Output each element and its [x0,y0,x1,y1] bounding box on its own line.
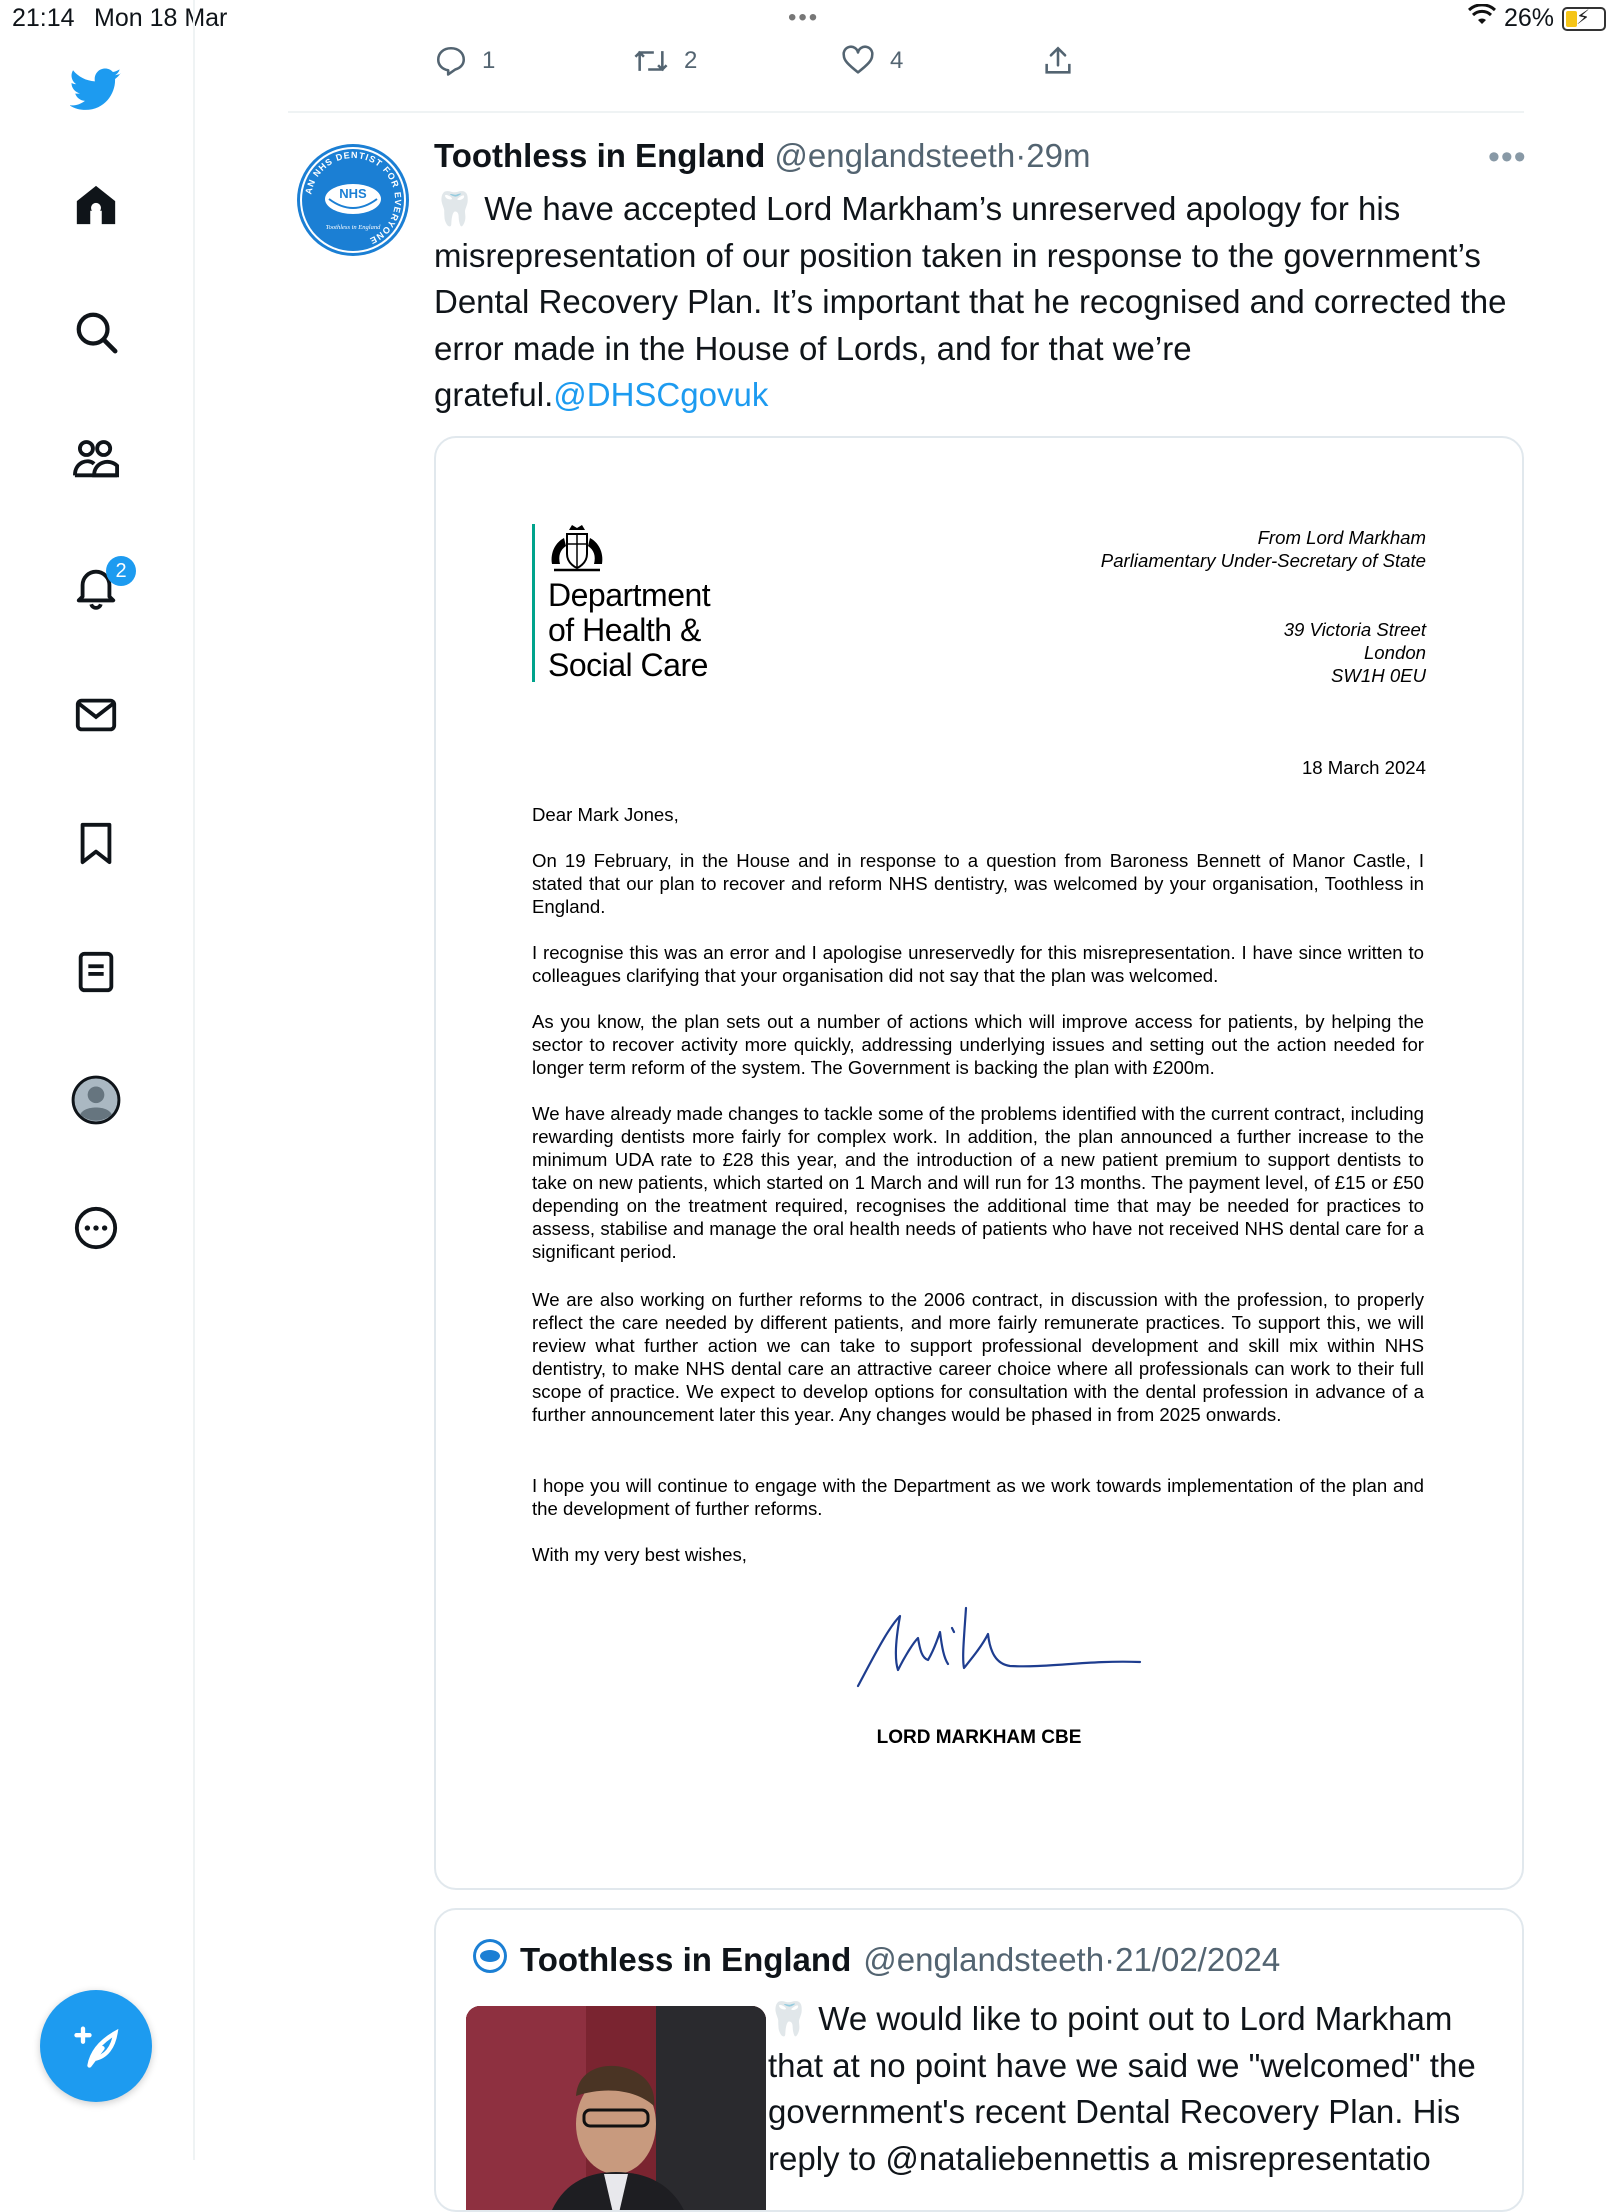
status-right [1468,4,1606,33]
sidebar [0,0,195,2160]
avatar-ring-text: AN NHS DENTIST FOR EVERYONE [303,149,404,247]
status-date: Mon 18 Mar [94,4,228,32]
dept-green-bar [532,524,535,682]
signatory-name: LORD MARKHAM CBE [876,1727,1082,1748]
from-line-2: Parliamentary Under-Secretary of State [1100,550,1426,571]
compose-tweet-button[interactable] [40,1990,152,2102]
dept-line-3: Social Care [548,647,708,683]
address-line-1: 39 Victoria Street [1283,619,1426,640]
quoted-tooth-emoji: 🦷 [768,2000,810,2037]
quoted-date: 21/02/2024 [1115,1941,1281,1978]
letter-salutation: Dear Mark Jones, [532,804,679,825]
quoted-tweet-header [472,1938,1280,1982]
wifi-icon [1468,4,1496,33]
battery-icon: ⚡ [1562,7,1606,31]
avatar-bottom-text: Toothless in England [325,224,381,231]
dept-line-1: Department [548,577,711,613]
author-handle[interactable]: @englandsteeth [774,137,1016,174]
quoted-tweet-body: We would like to point out to Lord Markham that at no point have we said we "welcomed" the government's recent Dental Recovery Plan. His reply to @nataliebennettis a misrepresentatio [768,2000,1476,2177]
quoted-avatar [472,1938,508,1982]
like-action[interactable] [840,44,903,78]
dept-line-2: of Health & [548,612,701,648]
letter-from [926,526,1426,572]
reply-action[interactable] [434,44,495,78]
letter-address [926,618,1426,687]
quoted-author-handle: @englandsteeth [863,1941,1105,1978]
quoted-tweet-text [768,1996,1498,2182]
letter-paragraph-2: I recognise this was an error and I apologise unreservedly for this misrepresentation. I have since written to colleagues clarifying that your organisation did not say that the plan was welcomed. [532,942,1424,986]
retweet-action[interactable] [632,44,697,78]
mention-link[interactable]: @DHSCgovuk [553,376,769,413]
search-icon[interactable] [64,300,128,364]
status-time: 21:14 [12,4,75,32]
quoted-author-name: Toothless in England [520,1941,852,1978]
twitter-logo-icon[interactable] [64,58,128,122]
battery-percent: 26% [1503,4,1554,32]
reply-count: 1 [482,47,496,74]
address-line-2: London [1363,642,1426,663]
quoted-tweet[interactable] [434,1908,1524,2212]
letter-paragraph-5: We are also working on further reforms to the 2006 contract, in discussion with the profession, to properly reflect the care needed by different patients, and more fairly remunerate practices. To support this, we will review what further action we can take to support professional development and skill mix within NHS dentistry, to make NHS dental care an attractive career choice where all professionals can work to their full scope of practice. We expect to develop options for consultation with the dental profession in advance of a further announcement later this year. Any changes would be phased in from 2025 onwards. [532,1289,1424,1425]
letter-closing: With my very best wishes, [532,1544,747,1565]
home-icon[interactable] [64,173,128,237]
letter-date: 18 March 2024 [1301,757,1426,778]
dept-name [548,578,710,683]
letter-image[interactable] [434,436,1524,1890]
quoted-tweet-image[interactable] [466,2006,766,2212]
more-icon[interactable] [64,1196,128,1260]
profile-icon[interactable] [64,1068,128,1132]
reply-icon [434,44,468,78]
like-count: 4 [890,47,904,74]
tweet-more-button[interactable]: ••• [1488,138,1527,176]
messages-icon[interactable] [64,683,128,747]
letter-paragraph-6: I hope you will continue to engage with the Department as we work towards implementation of the plan and the development of further reforms. [532,1475,1424,1519]
tweet-body: We have accepted Lord Markham’s unreserved apology for his misrepresentation of our position taken in response to the government’s Dental Recovery Plan. It’s important that he recognised and corrected the error made in the House of Lords, and for that we’re grateful. [434,190,1507,413]
share-icon [1041,44,1075,78]
communities-icon[interactable] [64,428,128,492]
share-action[interactable] [1041,44,1075,78]
signature [848,1598,1148,1703]
letter-paragraph-3: As you know, the plan sets out a number of actions which will improve access for patients, by helping the sector to recover activity more quickly, addressing underlying issues and setting out the action needed for longer term reform of the system. The Government is backing the plan with £200m. [532,1011,1424,1078]
retweet-icon [632,44,670,78]
notification-badge: 2 [106,556,136,586]
letter-paragraph-4: We have already made changes to tackle some of the problems identified with the current contract, including rewarding dentists more fairly for complex work. In addition, the plan announced a further increase to the minimum UDA rate to £28 this year, and the introduction of a new patient premium to support dentists to take on new patients, which started on 1 March and will run for 13 months. The payment level, of £15 or £50 depending on the treatment required, recognises the additional time that may be needed for practices to assess, stabilise and manage the oral health needs of patients who have not received NHS dental care for a significant period. [532,1103,1424,1262]
lists-icon[interactable] [64,940,128,1004]
tooth-emoji: 🦷 [434,190,476,227]
author-name[interactable]: Toothless in England [434,137,766,174]
tweet-divider [288,111,1524,113]
quoted-separator: · [1104,1941,1116,1978]
tweet-time[interactable]: 29m [1026,137,1091,174]
separator: · [1015,137,1027,174]
from-line-1: From Lord Markham [1257,527,1426,548]
avatar[interactable] [296,143,410,257]
address-line-3: SW1H 0EU [1330,665,1426,686]
letter-paragraph-1: On 19 February, in the House and in response to a question from Baroness Bennett of Manor Castle, I stated that our plan to recover and reform NHS dentistry, was welcomed by your organisation, Toothless in England. [532,850,1424,917]
feather-plus-icon [70,2020,122,2072]
tweet-text [434,186,1514,419]
retweet-count: 2 [684,47,698,74]
tweet-header [434,137,1090,175]
avatar-center-text: NHS [339,186,367,201]
heart-icon [840,44,876,78]
multitasking-dots[interactable]: ••• [788,4,820,31]
bookmarks-icon[interactable] [64,811,128,875]
royal-crest-icon [548,524,606,581]
